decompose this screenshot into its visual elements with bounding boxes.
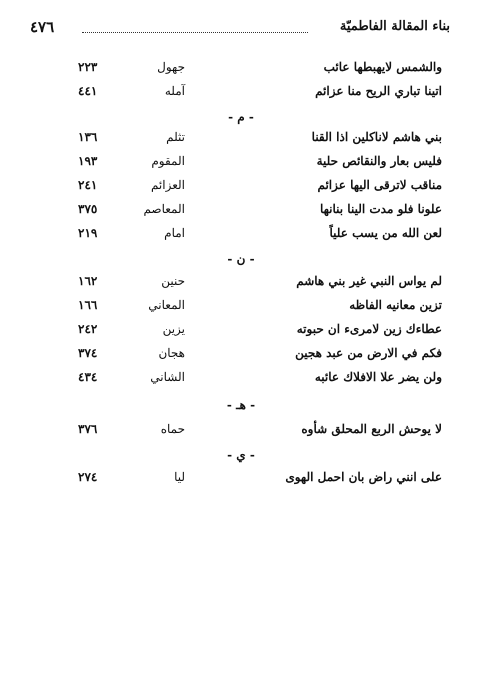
page-ref: ١٦٢ bbox=[78, 274, 98, 288]
index-row bbox=[0, 154, 482, 174]
page-ref: ١٩٣ bbox=[78, 154, 98, 168]
letter-heading: - م - bbox=[228, 110, 254, 124]
verse-opening: مناقب لاترقى اليها عزائم bbox=[317, 178, 442, 192]
page-ref: ١٣٦ bbox=[78, 130, 98, 144]
verse-opening: علونا فلو مدت الينا بنانها bbox=[319, 202, 442, 216]
index-row bbox=[0, 322, 482, 342]
index-row bbox=[0, 226, 482, 246]
verse-opening: فليس بعار والنقائص حلية bbox=[316, 154, 442, 168]
rhyme-word: تثلم bbox=[166, 130, 185, 144]
running-title: بناء المقالة الفاطميّة bbox=[339, 19, 450, 34]
index-row bbox=[0, 84, 482, 104]
index-row bbox=[0, 202, 482, 222]
verse-opening: والشمس لايهبطها عائب bbox=[323, 60, 442, 74]
page-ref: ٣٧٤ bbox=[78, 346, 98, 360]
rhyme-word: ليا bbox=[174, 470, 185, 484]
verse-opening: لعن الله من يسب علياً bbox=[329, 226, 442, 240]
page-ref: ٢١٩ bbox=[78, 226, 98, 240]
index-row bbox=[0, 274, 482, 294]
verse-opening: اتينا تباري الريح منا عزائم bbox=[315, 84, 442, 98]
header-dotted-leader bbox=[82, 32, 308, 33]
page-ref: ١٦٦ bbox=[78, 298, 98, 312]
page-number: ٤٧٦ bbox=[30, 18, 55, 36]
rhyme-word: يزين bbox=[162, 322, 185, 336]
rhyme-word: المعاصم bbox=[143, 202, 185, 216]
rhyme-word: المقوم bbox=[151, 154, 185, 168]
index-row bbox=[0, 298, 482, 318]
page-ref: ٢٤١ bbox=[78, 178, 98, 192]
rhyme-word: حنين bbox=[161, 274, 185, 288]
rhyme-word: حماه bbox=[160, 422, 185, 436]
rhyme-word: امام bbox=[164, 226, 185, 240]
page-ref: ٢٧٤ bbox=[78, 470, 98, 484]
verse-opening: عطاءك زين لامرىء ان حبوته bbox=[296, 322, 442, 336]
page-ref: ٤٤١ bbox=[78, 84, 98, 98]
index-row bbox=[0, 370, 482, 390]
index-row bbox=[0, 178, 482, 198]
rhyme-word: آمله bbox=[164, 84, 185, 98]
index-row bbox=[0, 60, 482, 80]
rhyme-word: الشاني bbox=[150, 370, 185, 384]
index-row bbox=[0, 470, 482, 490]
verse-opening: على انني راض بان احمل الهوى bbox=[285, 470, 442, 484]
verse-opening: لم يواس النبي غير بني هاشم bbox=[296, 274, 442, 288]
letter-heading: - ي - bbox=[227, 448, 255, 462]
verse-opening: لا يوحش الربع المحلق شأوه bbox=[301, 422, 442, 436]
verse-opening: بني هاشم لاناكلين اذا القنا bbox=[311, 130, 442, 144]
page-ref: ٣٧٦ bbox=[78, 422, 98, 436]
rhyme-word: المعاني bbox=[148, 298, 185, 312]
rhyme-word: العزائم bbox=[150, 178, 185, 192]
page-ref: ٤٣٤ bbox=[78, 370, 98, 384]
index-row bbox=[0, 346, 482, 366]
verse-opening: فكم في الارض من عبد هجين bbox=[295, 346, 442, 360]
index-row bbox=[0, 130, 482, 150]
rhyme-word: جهول bbox=[157, 60, 185, 74]
verse-opening: ولن يضر علا الافلاك عائبه bbox=[314, 370, 442, 384]
index-row bbox=[0, 422, 482, 442]
letter-heading: - هـ - bbox=[226, 398, 256, 412]
rhyme-word: هجان bbox=[158, 346, 185, 360]
page-header bbox=[30, 18, 450, 38]
letter-heading: - ن - bbox=[227, 252, 255, 266]
verse-opening: تزين معانيه الفاظه bbox=[349, 298, 442, 312]
page-ref: ٣٧٥ bbox=[78, 202, 98, 216]
page-ref: ٢٢٣ bbox=[78, 60, 98, 74]
page-ref: ٢٤٢ bbox=[78, 322, 98, 336]
